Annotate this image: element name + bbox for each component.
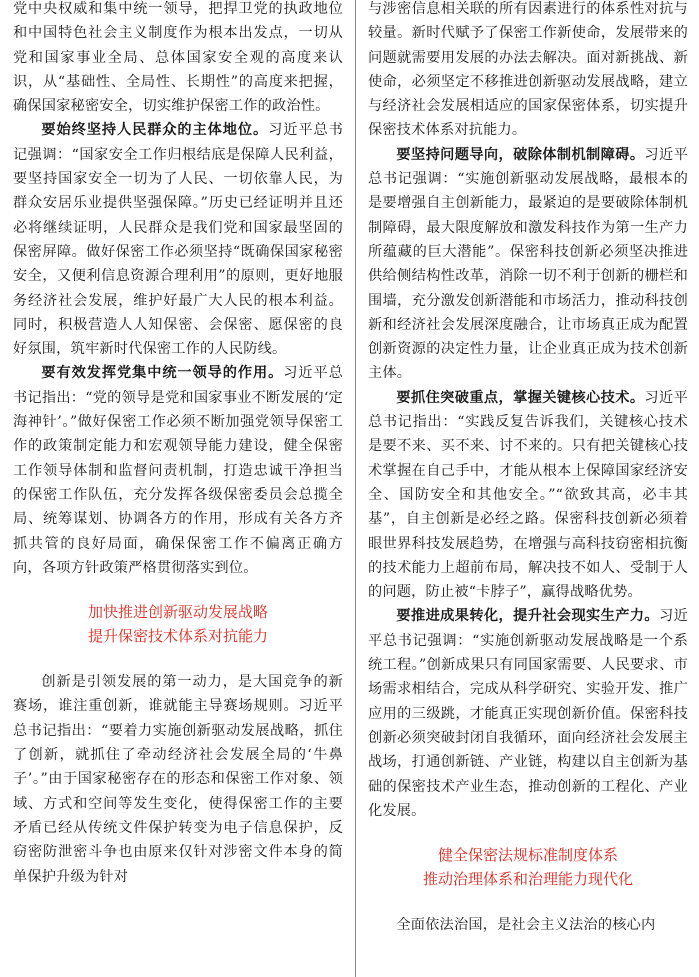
paragraph: 全面依法治国，是社会主义法治的核心内: [396, 917, 656, 934]
section-heading: [13, 600, 343, 648]
paragraph-lead: 要推进成果转化，提升社会现实生产力。: [396, 608, 660, 625]
paragraph-body: 习近平总书记指出：“实践反复告诉我们，关键核心技术是要不来、买不来、讨不来的。只有把关键核心技术掌握在自己手中，才能从根本上保障国家经济安全、国防安全和其他安全。”“欲致其高，必丰其基”，自主创新是必经之路。保密科技创新必须着眼世界科技发展趋势，在增强与高科技窃密相抗衡的技术能力上超前布局，解决技不如人、受制于人的问题，防止被“卡脖子”，赢得战略优势。: [368, 389, 688, 601]
paragraph-lead: 要抓住突破重点，掌握关键核心技术。: [396, 389, 645, 406]
paragraph-lead: 要有效发挥党集中统一领导的作用。: [41, 365, 284, 382]
paragraph: [13, 118, 343, 361]
paragraph-body: 习近平总书记强调：“实施创新驱动发展战略是一个系统工程。”创新成果只有同国家需要、人民要求、市场需求相结合，完成从科学研究、实验开发、推广应用的三级跳，才能真正实现创新价值。保密科技创新必须突破封闭自我循环，面向经济社会发展主战场，打通创新链、产业链，构建以自主创新为基础的保密技术产业生态，推动创新的工程化、产业化发展。: [368, 608, 688, 819]
left-column: [13, 0, 343, 889]
column-divider: [355, 0, 356, 977]
paragraph: [368, 143, 688, 386]
section-heading-line-2: 推动治理体系和治理能力现代化: [422, 870, 633, 889]
right-column: [368, 0, 688, 937]
section-heading-line-1: 健全保密法规标准制度体系: [437, 846, 618, 865]
paragraph: [368, 604, 688, 823]
paragraph: [13, 361, 343, 580]
paragraph: 与涉密信息相关联的所有因素进行的体系性对抗与较量。新时代赋予了保密工作新使命，发展带来的问题就需要用发展的办法去解决。面对新挑战、新使命，必须坚定不移推进创新驱动发展战略，建立与经济社会发展相适应的国家保密体系，切实提升保密技术体系对抗能力。: [368, 1, 688, 139]
section-heading-line-2: 提升保密技术体系对抗能力: [87, 627, 268, 646]
paragraph-body: 习近平总书记强调：“国家安全工作归根结底是保障人民利益，要坚持国家安全一切为了人民、一切依靠人民，为群众安居乐业提供坚强保障。”历史已经证明并且还必将继续证明，人民群众是我们党和国家最坚固的保密屏障。做好保密工作必须坚持“既确保国家秘密安全，又便利信息资源合理利用”的原则，更好地服务经济社会发展，维护好最广大人民的根本利益。同时，积极营造人人知保密、会保密、愿保密的良好氛围，筑牢新时代保密工作的人民防线。: [13, 122, 343, 358]
section-heading: [368, 843, 688, 891]
paragraph-lead: 要坚持问题导向，破除体制机制障碍。: [396, 146, 645, 163]
section-heading-line-1: 加快推进创新驱动发展战略: [87, 603, 268, 622]
paragraph-body: 习近平总书记指出：“党的领导是党和国家事业不断发展的‘定海神针’。”做好保密工作必须不断加强党领导保密工作的政策制定能力和宏观领导能力建设，健全保密工作领导体制和监督问责机制，打造忠诚干净担当的保密工作队伍，充分发挥各级保密委员会总揽全局、统筹谋划、协调各方的作用，形成有关各方齐抓共管的良好局面，确保保密工作不偏离正确方向，各项方针政策严格贯彻落实到位。: [13, 365, 343, 576]
paragraph-body: 习近平总书记强调：“实施创新驱动发展战略，最根本的是要增强自主创新能力，最紧迫的是要破除体制机制障碍，最大限度解放和激发科技作为第一生产力所蕴藏的巨大潜能”。保密科技创新必须坚决推进供给侧结构性改革，消除一切不利于创新的栅栏和围墙，充分激发创新潜能和市场活力，推动科技创新和经济社会发展深度融合，让市场真正成为配置创新资源的决定性力量，让企业真正成为技术创新主体。: [368, 146, 688, 382]
paragraph: 党中央权威和集中统一领导，把捍卫党的执政地位和中国特色社会主义制度作为根本出发点，一切从党和国家事业全局、总体国家安全观的高度来认识，从“基础性、全局性、长期性”的高度来把握，确保国家秘密安全，切实维护保密工作的政治性。: [13, 1, 343, 115]
paragraph: 创新是引领发展的第一动力，是大国竞争的新赛场，谁注重创新，谁就能主导赛场规则。习近平总书记指出：“要着力实施创新驱动发展战略，抓住了创新，就抓住了牵动经济社会发展全局的‘牛鼻子’。”由于国家秘密存在的形态和保密工作对象、领域、方式和空间等发生变化，使得保密工作的主要矛盾已经从传统文件保护转变为电子信息保护，反窃密防泄密斗争也由原来仅针对涉密文件本身的简单保护升级为针对: [13, 674, 343, 885]
paragraph: [368, 386, 688, 605]
paragraph-lead: 要始终坚持人民群众的主体地位。: [41, 122, 269, 139]
